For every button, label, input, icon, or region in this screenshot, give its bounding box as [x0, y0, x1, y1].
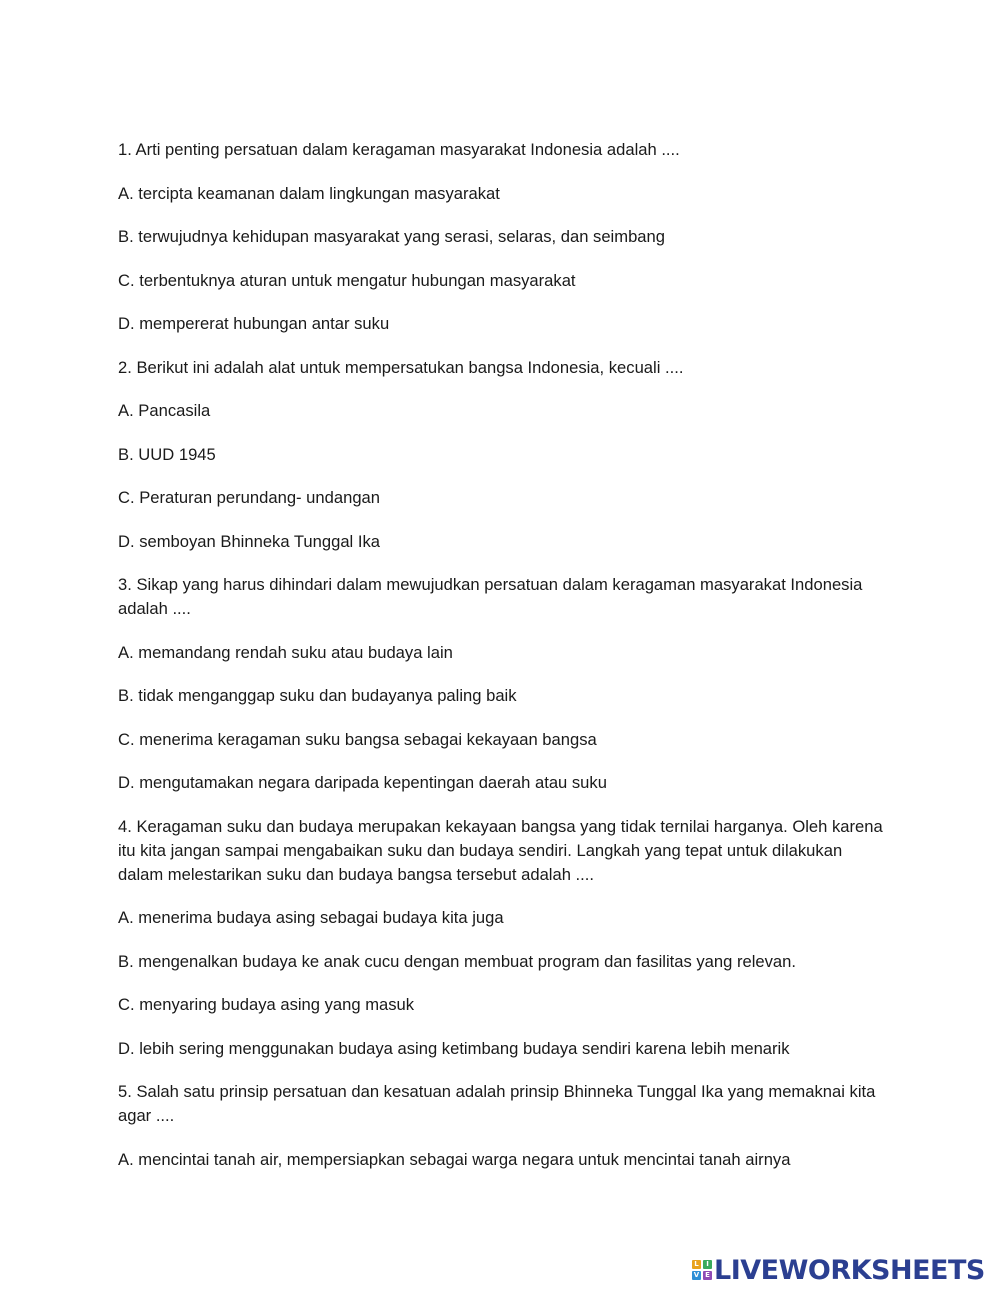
question-1: 1. Arti penting persatuan dalam keragaman masyarakat Indonesia adalah .... — [118, 140, 680, 159]
option-1c[interactable]: C. terbentuknya aturan untuk mengatur hubungan masyarakat — [118, 270, 576, 290]
option-4b[interactable]: B. mengenalkan budaya ke anak cucu dengan membuat program dan fasilitas yang relevan. — [118, 951, 797, 971]
option-2a[interactable]: A. Pancasila — [118, 401, 211, 420]
worksheet-content — [118, 138, 888, 1191]
option-2d[interactable]: D. semboyan Bhinneka Tunggal Ika — [118, 531, 380, 551]
option-4d[interactable]: D. lebih sering menggunakan budaya asing ketimbang budaya sendiri karena lebih menarik — [118, 1038, 790, 1058]
option-3c[interactable]: C. menerima keragaman suku bangsa sebagai kekayaan bangsa — [118, 729, 597, 749]
option-3d[interactable]: D. mengutamakan negara daripada kepentingan daerah atau suku — [118, 773, 607, 792]
option-1d[interactable]: D. mempererat hubungan antar suku — [118, 314, 390, 333]
logo-mark-cell: E — [703, 1271, 712, 1280]
logo-mark-cell: L — [692, 1260, 701, 1269]
option-4a[interactable]: A. menerima budaya asing sebagai budaya kita juga — [118, 908, 504, 927]
option-4c[interactable]: C. menyaring budaya asing yang masuk — [118, 995, 415, 1014]
option-3a[interactable]: A. memandang rendah suku atau budaya lain — [118, 642, 453, 662]
option-2c[interactable]: C. Peraturan perundang- undangan — [118, 488, 381, 507]
liveworksheets-logo — [692, 1254, 985, 1286]
option-3b[interactable]: B. tidak menganggap suku dan budayanya paling baik — [118, 686, 517, 705]
option-1b[interactable]: B. terwujudnya kehidupan masyarakat yang serasi, selaras, dan seimbang — [118, 227, 665, 246]
option-2b[interactable]: B. UUD 1945 — [118, 444, 216, 464]
logo-mark-cell: V — [693, 1271, 700, 1279]
option-1a[interactable]: A. tercipta keamanan dalam lingkungan masyarakat — [118, 183, 500, 203]
question-5: 5. Salah satu prinsip persatuan dan kesatuan adalah prinsip Bhinneka Tunggal Ika yang memaknai kita agar .... — [118, 1082, 876, 1125]
logo-mark-cell: I — [703, 1260, 712, 1269]
question-3: 3. Sikap yang harus dihindari dalam mewujudkan persatuan dalam keragaman masyarakat Indonesia adalah .... — [118, 575, 863, 618]
logo-mark-icon — [692, 1260, 712, 1280]
logo-text: LIVEWORKSHEETS — [714, 1254, 985, 1286]
option-5a[interactable]: A. mencintai tanah air, mempersiapkan sebagai warga negara untuk mencintai tanah airnya — [118, 1149, 791, 1169]
question-4: 4. Keragaman suku dan budaya merupakan kekayaan bangsa yang tidak ternilai harganya. Oleh karena itu kita jangan sampai mengabaikan suku dan budaya sendiri. Langkah yang tepat untuk dilakukan dalam melestarikan suku dan budaya bangsa tersebut adalah .... — [118, 816, 883, 884]
question-2: 2. Berikut ini adalah alat untuk mempersatukan bangsa Indonesia, kecuali .... — [118, 357, 684, 377]
